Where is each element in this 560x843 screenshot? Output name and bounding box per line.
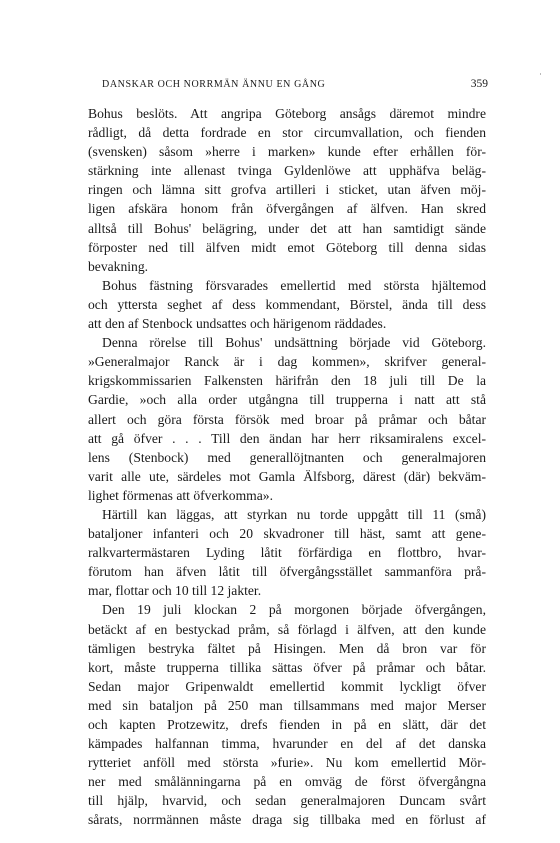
- text-line: till hjälp, hvarvid, och sedan generalmajoren Duncam svårt: [88, 793, 486, 809]
- running-title: DANSKAR OCH NORRMÄN ÄNNU EN GÅNG: [102, 79, 326, 90]
- text-line: sårats, norrmännen måste draga sig tillbaka med en förlust af: [88, 812, 486, 828]
- running-head: [86, 78, 488, 96]
- text-line: lighet förmenas att öfverkomma».: [88, 487, 273, 503]
- text-line: ralkvartermästaren Lyding låtit förfärdiga en flottbro, hvar-: [88, 545, 486, 561]
- text-line: Bohus beslöts. Att angripa Göteborg ansågs däremot mindre: [88, 106, 486, 121]
- text-line: rådligt, då detta fordrade en stor circumvallation, och fienden: [88, 125, 486, 141]
- text-line: betäckt af en bestyckad pråm, så förlagd i älfven, att den kunde: [88, 621, 486, 637]
- text-line: Denna rörelse till Bohus' undsättning började vid Göteborg.: [102, 335, 486, 351]
- margin-mark: [540, 73, 541, 75]
- text-line: tämligen bestryka fältet på Hisingen. Men då bron var för: [88, 640, 486, 656]
- text-line: rytteriet anföll med största »furie». Nu kom emellertid Mör-: [88, 755, 486, 771]
- text-line: Gardie, »och alla order utgångna till trupperna i natt att stå: [88, 392, 486, 408]
- text-line: allert och göra första försök med broar på pråmar och båtar: [88, 411, 486, 427]
- text-line: förutom han äfven låtit till öfvergångsstället sammanföra prå-: [88, 564, 486, 580]
- text-line: och kapten Protzewitz, drefs fienden in på en slätt, där det: [88, 717, 486, 732]
- text-line: (svensken) såsom »herre i marken» kunde efter erhållen för-: [88, 144, 486, 160]
- text-line: mar, flottar och 10 till 12 jakter.: [88, 583, 262, 599]
- text-line: att gå öfver . . . Till den ändan har herr riksamiralens excel-: [88, 430, 486, 446]
- text-line: »Generalmajor Ranck är i dag kommen», skrifver general-: [88, 354, 486, 370]
- text-line: Sedan major Gripenwaldt emellertid kommit lyckligt öfver: [88, 678, 486, 694]
- text-line: bevakning.: [88, 258, 149, 274]
- text-line: kämpades halfannan timma, hvarunder en del af det danska: [88, 736, 486, 752]
- text-line: och yttersta seghet af dess kommendant, Börstel, ända till dess: [88, 296, 486, 312]
- text-line: Den 19 juli klockan 2 på morgonen började öfvergången,: [102, 602, 486, 618]
- text-line: att den af Stenbock undsattes och härigenom räddades.: [88, 316, 387, 332]
- text-line: krigskommissarien Falkensten härifrån den 18 juli till De la: [88, 373, 486, 389]
- text-line: Härtill kan läggas, att styrkan nu torde uppgått till 11 (små): [102, 506, 486, 522]
- text-line: bataljoner infanteri och 20 skvadroner till häst, samt att gene-: [88, 526, 486, 542]
- text-line: stärkning inte allenast tvinga Gyldenlöwe att upphäfva beläg-: [88, 163, 486, 179]
- text-line: kort, måste trupperna tillika sättas öfver på pråmar och båtar.: [88, 659, 486, 675]
- text-line: förposter ned till älfven midt emot Göteborg till denna sidas: [88, 239, 486, 255]
- text-line: med sin bataljon på 250 man tillsammans med major Merser: [88, 697, 486, 713]
- text-line: lens (Stenbock) med generallöjtnanten och generalmajoren: [88, 449, 486, 465]
- text-line: alltså till Bohus' belägring, under det att han samtidigt sände: [88, 220, 486, 236]
- page-number: 359: [470, 78, 488, 90]
- text-line: varit alle ute, särdeles mot Gamla Älfsborg, därest (där) bekväm-: [88, 468, 486, 484]
- text-line: ligen afskära honom från öfvergången af älfven. Han skred: [88, 201, 486, 217]
- body-text: [88, 104, 486, 830]
- text-line: Bohus fästning försvarades emellertid med största hjältemod: [102, 277, 486, 293]
- text-line: ner med smålänningarna på en omväg de först öfvergångna: [88, 774, 486, 790]
- text-line: ringen och lämna sitt grofva artilleri i sticket, utan äfven möj-: [88, 182, 486, 198]
